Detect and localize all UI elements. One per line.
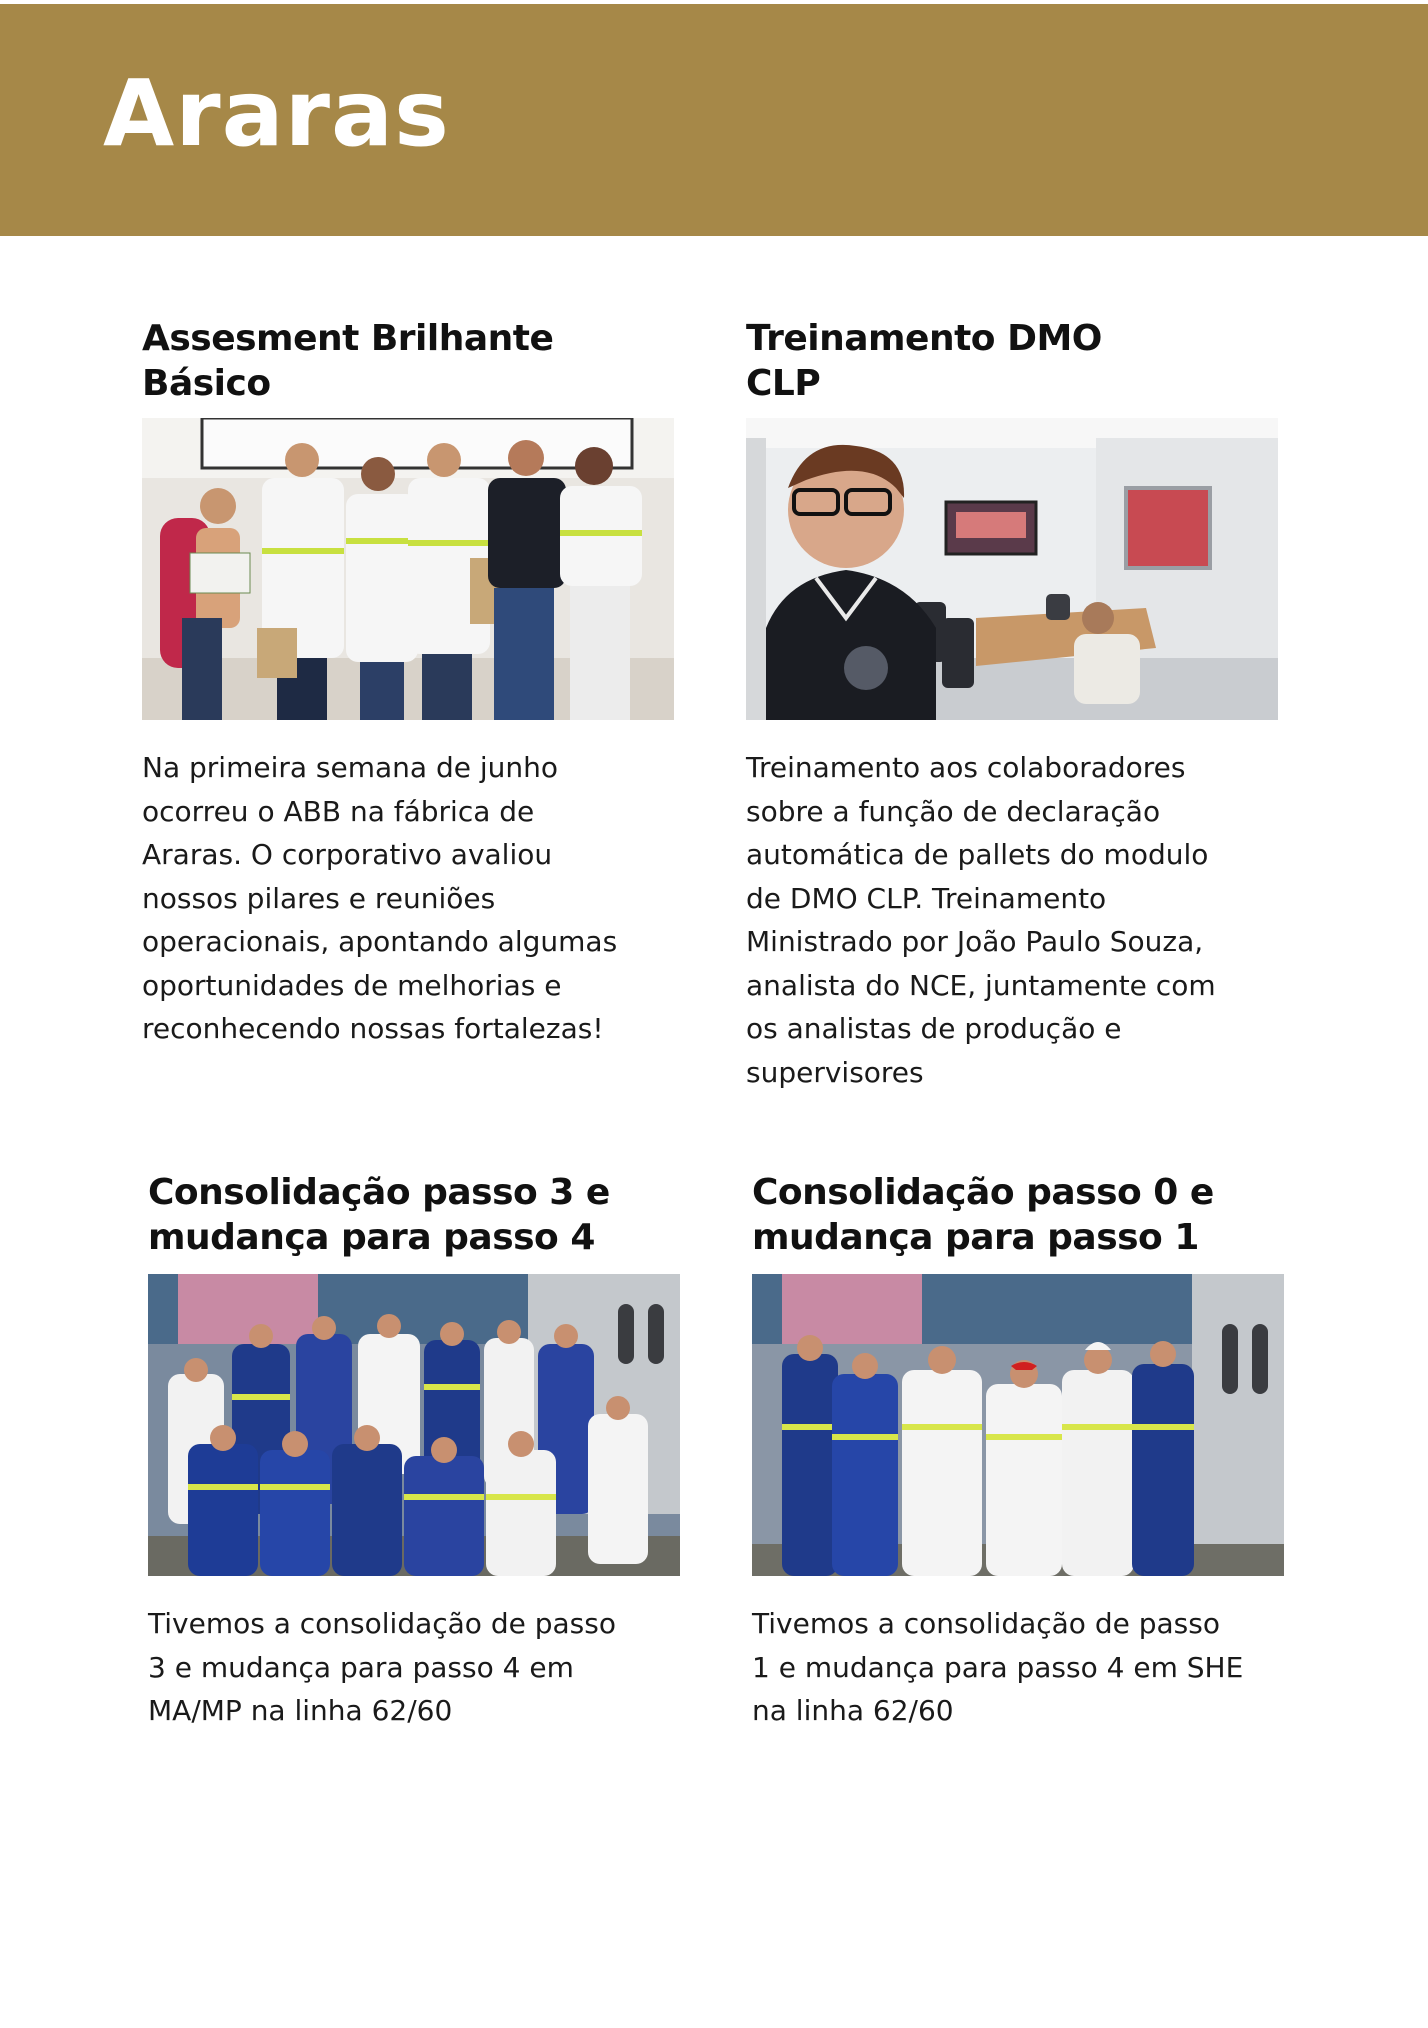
body-line: Na primeira semana de junho [142,751,559,784]
card-body [752,1602,1292,1733]
body-line: de DMO CLP. Treinamento [746,881,1107,915]
card-title-line-2: mudança para passo 4 [148,1217,595,1258]
card-title-line-1: Consolidação passo 0 e [752,1172,1214,1213]
card-title [752,1170,1284,1260]
card-body [142,746,682,1051]
page-header-banner [0,4,1428,236]
card-title [142,316,674,406]
card-consolidation-step-3 [148,1170,680,1740]
page-title: Araras [103,60,450,167]
body-line: analista do NCE, juntamente com [746,968,1216,1002]
meeting-room-photo [746,418,1278,720]
body-line: 1 e mudança para passo 4 em SHE [752,1650,1244,1684]
body-line: sobre a função de declaração [746,794,1161,828]
body-line: Ministrado por João Paulo Souza, [746,925,1204,958]
body-line: na linha 62/60 [752,1694,954,1727]
body-line: nossos pilares e reuniões [142,881,496,915]
body-line: os analistas de produção e [746,1012,1122,1045]
body-line: Araras. O corporativo avaliou [142,838,553,871]
card-training [746,316,1278,1096]
card-title-line-1: Assesment Brilhante [142,318,554,359]
body-line: automática de pallets do modulo [746,838,1209,871]
card-assessment [142,316,674,1056]
team-photo [752,1274,1284,1576]
card-body [746,746,1286,1094]
body-line: operacionais, apontando algumas [142,925,618,958]
group-photo [142,418,674,720]
card-title [746,316,1278,406]
card-consolidation-step-0 [752,1170,1284,1740]
team-photo [148,1274,680,1576]
body-line: supervisores [746,1055,924,1089]
card-title-line-1: Consolidação passo 3 e [148,1172,610,1213]
body-line: reconhecendo nossas fortalezas! [142,1012,604,1045]
body-line: 3 e mudança para passo 4 em [148,1650,574,1684]
card-title [148,1170,680,1260]
body-line: MA/MP na linha 62/60 [148,1694,453,1727]
body-line: Tivemos a consolidação de passo [148,1607,616,1640]
card-title-line-1: Treinamento DMO [746,318,1102,359]
body-line: ocorreu o ABB na fábrica de [142,794,535,828]
card-body [148,1602,688,1733]
body-line: Treinamento aos colaboradores [746,751,1186,784]
card-title-line-2: Básico [142,363,271,404]
body-line: Tivemos a consolidação de passo [752,1607,1220,1640]
card-title-line-2: CLP [746,363,821,404]
body-line: oportunidades de melhorias e [142,968,562,1002]
card-title-line-2: mudança para passo 1 [752,1217,1199,1258]
